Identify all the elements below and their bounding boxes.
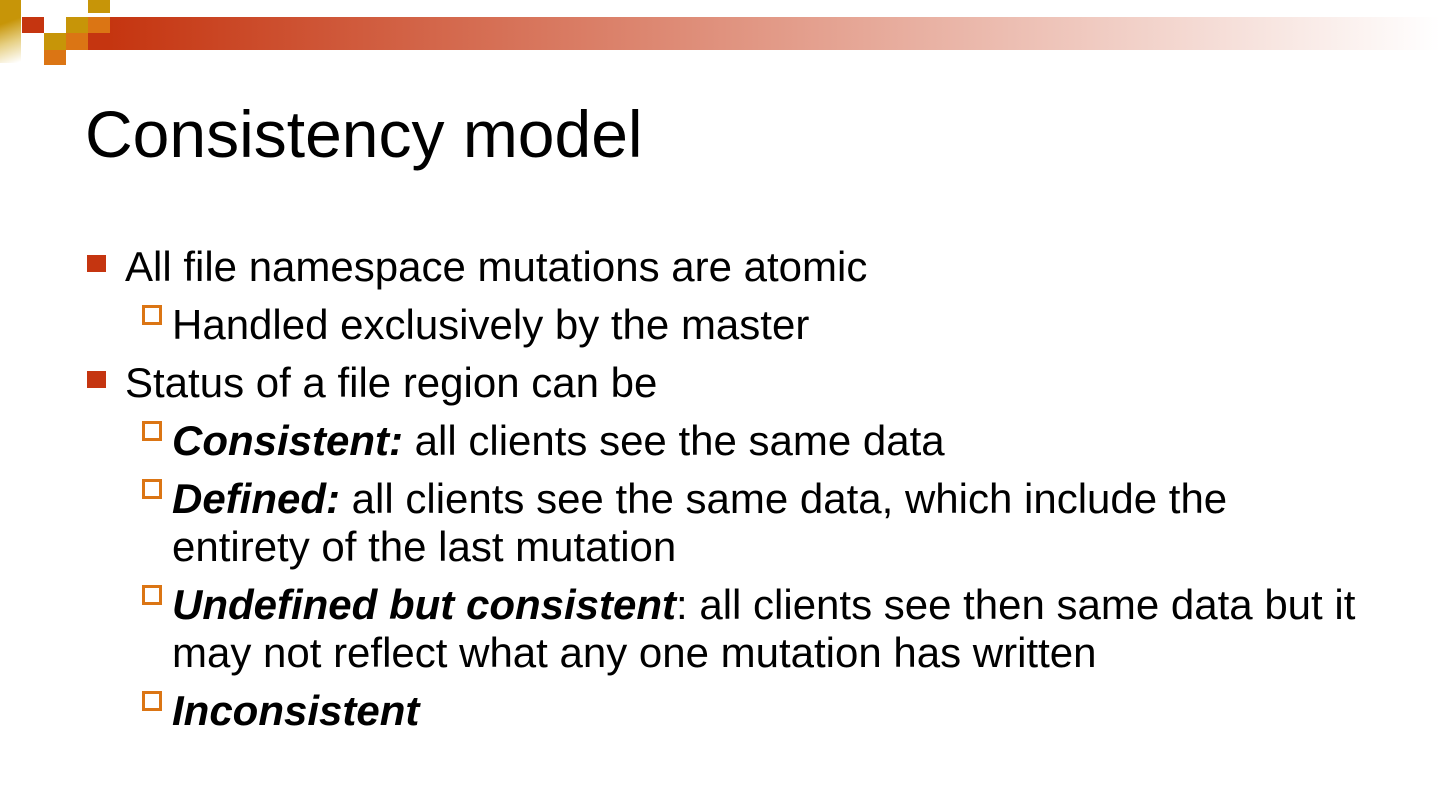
list-item-lead: Inconsistent (172, 687, 420, 734)
list-item (0, 243, 1360, 291)
header-banner (0, 0, 1440, 70)
mosaic-square-gold (88, 0, 110, 13)
mosaic-square-red (88, 33, 110, 50)
list-item-lead: Undefined but consistent (172, 581, 676, 628)
list-item (0, 301, 1360, 349)
list-item-text: all clients see the same data, which include the entirety of the last mutation (172, 475, 1228, 570)
mosaic-square-orange (66, 33, 88, 50)
list-item-lead: Defined: (172, 475, 340, 522)
level2-bullet-icon (142, 691, 162, 711)
slide-title: Consistency model (85, 97, 643, 171)
mosaic-square-gold (44, 33, 66, 50)
list-item (0, 417, 1360, 465)
bullet-list (0, 243, 1360, 735)
mosaic-square-red (22, 17, 44, 33)
list-item (0, 475, 1360, 571)
gold-gradient-strip (0, 0, 21, 63)
red-gradient-bar (110, 17, 1440, 50)
level2-bullet-icon (142, 421, 162, 441)
list-item-text: Status of a file region can be (125, 359, 658, 406)
level1-bullet-icon (87, 255, 106, 272)
mosaic-square-gold (66, 17, 88, 33)
level2-bullet-icon (142, 585, 162, 605)
list-item-text: : all clients see then same data but it may not reflect what any one mutation has written (172, 581, 1356, 676)
mosaic-square-orange (88, 17, 110, 33)
list-item-lead: Consistent: (172, 417, 403, 464)
list-item-text: Handled exclusively by the master (172, 301, 810, 348)
list-item-text: All file namespace mutations are atomic (125, 243, 868, 290)
list-item-text: all clients see the same data (403, 417, 945, 464)
level1-bullet-icon (87, 371, 106, 388)
level2-bullet-icon (142, 305, 162, 325)
level2-bullet-icon (142, 479, 162, 499)
mosaic-square-orange (44, 50, 66, 65)
list-item (0, 687, 1360, 735)
list-item (0, 581, 1360, 677)
list-item (0, 359, 1360, 407)
